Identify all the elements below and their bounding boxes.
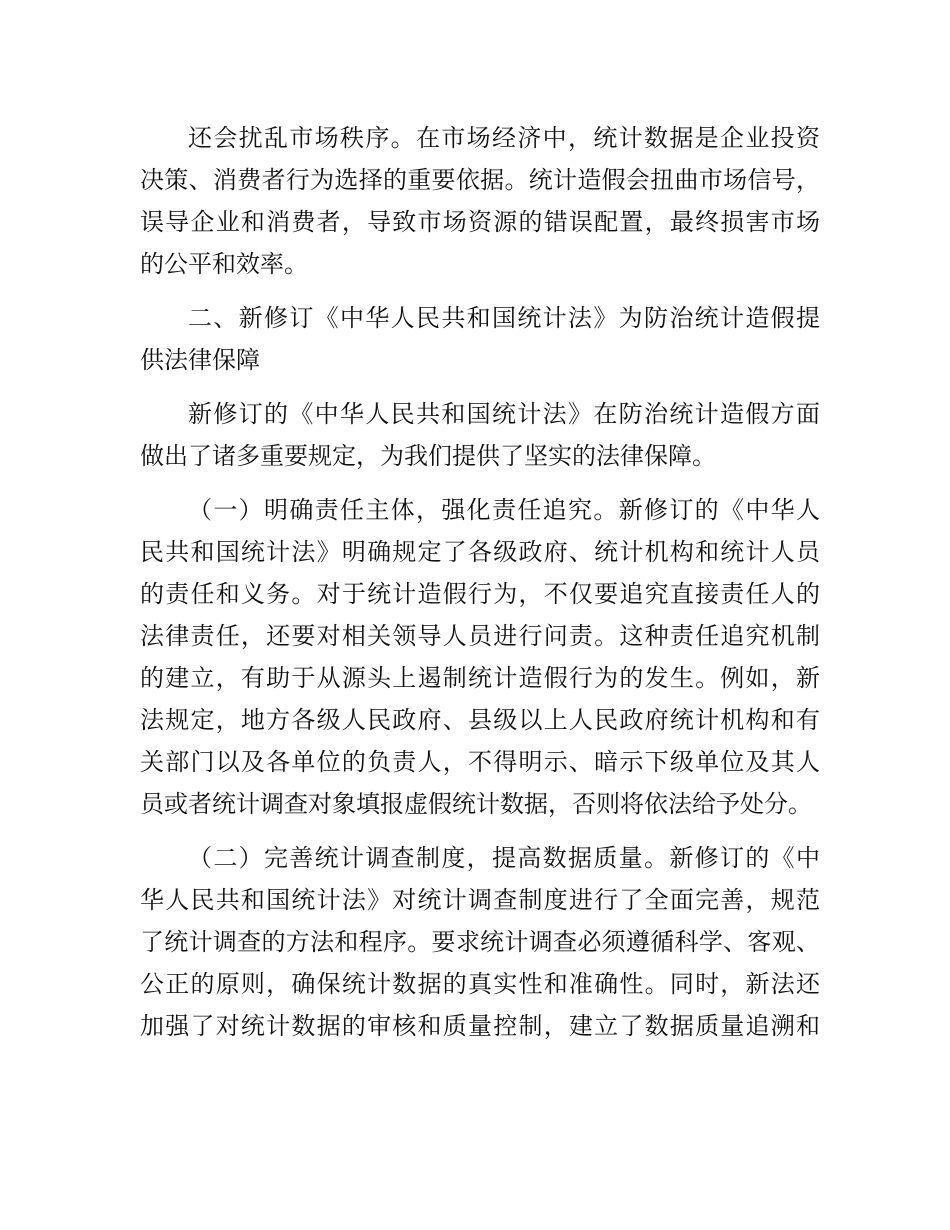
text-line: 的公平和效率。 xyxy=(140,250,308,278)
text-line: 做出了诸多重要规定，为我们提供了坚实的法律保障。 xyxy=(140,442,716,470)
text-line: 员或者统计调查对象填报虚假统计数据，否则将依法给予处分。 xyxy=(140,790,812,818)
text-line: 供法律保障 xyxy=(140,346,260,374)
paragraph-intro xyxy=(140,393,820,477)
text-line: 关部门以及各单位的负责人，不得明示、暗示下级单位及其人 xyxy=(140,748,820,776)
text-line: 了统计调查的方法和程序。要求统计调查必须遵循科学、客观、 xyxy=(140,928,820,956)
text-line: 二、新修订《中华人民共和国统计法》为防治统计造假提 xyxy=(188,304,820,332)
text-line: 的建立，有助于从源头上遏制统计造假行为的发生。例如，新 xyxy=(140,664,820,692)
text-line: 新修订的《中华人民共和国统计法》在防治统计造假方面 xyxy=(188,400,820,428)
document-body xyxy=(140,117,820,1059)
text-line: 华人民共和国统计法》对统计调查制度进行了全面完善，规范 xyxy=(140,886,820,914)
text-line: （一）明确责任主体，强化责任追究。新修订的《中华人 xyxy=(188,496,820,524)
text-line: 误导企业和消费者，导致市场资源的错误配置，最终损害市场 xyxy=(140,208,820,236)
section-heading xyxy=(140,297,820,381)
text-line: 决策、消费者行为选择的重要依据。统计造假会扭曲市场信号， xyxy=(140,166,820,194)
text-line: （二）完善统计调查制度，提高数据质量。新修订的《中 xyxy=(188,844,820,872)
text-line: 法规定，地方各级人民政府、县级以上人民政府统计机构和有 xyxy=(140,706,820,734)
text-line: 加强了对统计数据的审核和质量控制，建立了数据质量追溯和 xyxy=(140,1012,820,1040)
text-line: 公正的原则，确保统计数据的真实性和准确性。同时，新法还 xyxy=(140,970,820,998)
text-line: 的责任和义务。对于统计造假行为，不仅要追究直接责任人的 xyxy=(140,580,820,608)
text-line: 法律责任，还要对相关领导人员进行问责。这种责任追究机制 xyxy=(140,622,820,650)
text-line: 还会扰乱市场秩序。在市场经济中，统计数据是企业投资 xyxy=(188,124,820,152)
paragraph-market-order xyxy=(140,117,820,285)
paragraph-survey-system xyxy=(140,837,820,1047)
text-line: 民共和国统计法》明确规定了各级政府、统计机构和统计人员 xyxy=(140,538,820,566)
paragraph-responsibility xyxy=(140,489,820,825)
